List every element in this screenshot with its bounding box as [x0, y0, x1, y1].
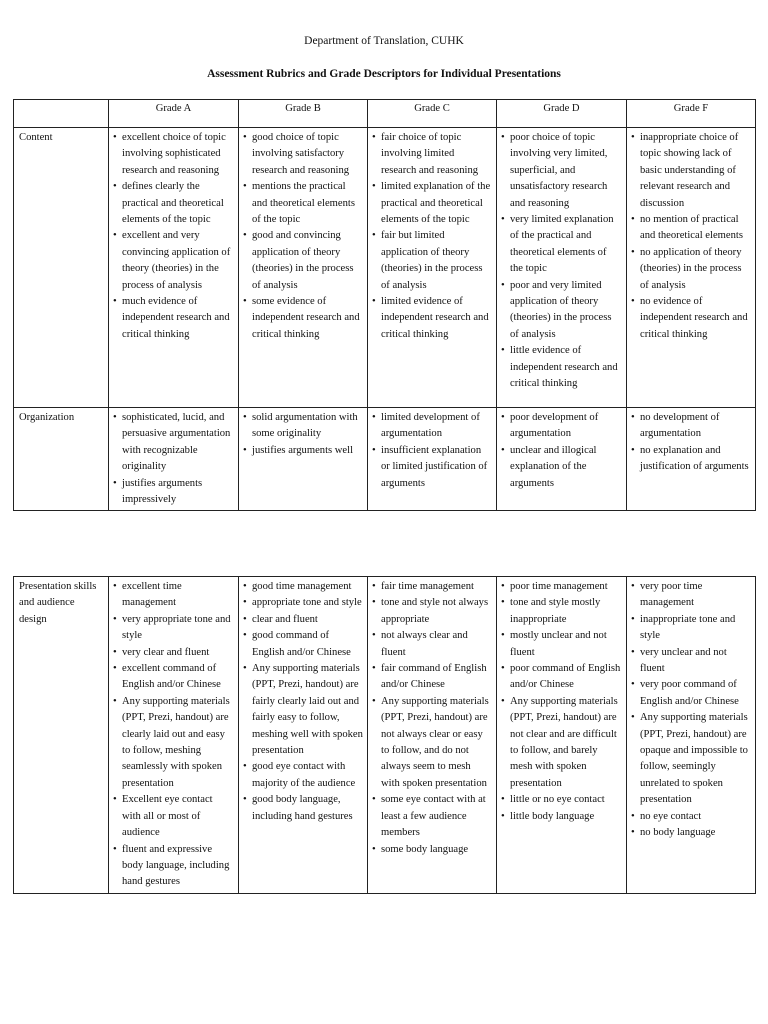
descriptor-item: • inappropriate tone and style — [631, 612, 751, 645]
descriptor-item: • good eye contact with majority of the audience — [243, 759, 363, 792]
grade-a-header: Grade A — [109, 100, 239, 128]
descriptor-item: • fair command of English and/or Chinese — [372, 661, 492, 694]
department-name: Department of Translation, CUHK — [304, 35, 464, 47]
descriptor-list — [243, 579, 363, 825]
grade-b-descriptor-cell — [239, 128, 368, 408]
descriptor-item: • insufficient explanation or limited justification of arguments — [372, 443, 492, 492]
descriptor-item: • limited explanation of the practical and theoretical elements of the topic — [372, 179, 492, 228]
grade-d-descriptor-cell — [497, 128, 627, 408]
rubric-table-part-2 — [13, 576, 756, 894]
descriptor-item: • much evidence of independent research and critical thinking — [113, 294, 234, 343]
grade-d-descriptor-cell — [497, 577, 627, 894]
descriptor-item: • little evidence of independent research and critical thinking — [501, 343, 622, 392]
grade-c-descriptor-cell — [368, 128, 497, 408]
grade-f-descriptor-cell — [627, 408, 756, 511]
descriptor-list — [113, 130, 234, 343]
descriptor-item: • poor time management — [501, 579, 622, 595]
descriptor-item: • poor and very limited application of theory (theories) in the process of analysis — [501, 278, 622, 344]
descriptor-item: • mentions the practical and theoretical elements of the topic — [243, 179, 363, 228]
descriptor-list — [243, 130, 363, 343]
descriptor-item: • Any supporting materials (PPT, Prezi, handout) are clearly laid out and easy to follow, meshing seamlessly with spoken presentation — [113, 694, 234, 792]
descriptor-item: • Any supporting materials (PPT, Prezi, handout) are not always clear or easy to follow, and do not always seem to mesh with spoken presentation — [372, 694, 492, 792]
descriptor-item: • good body language, including hand gestures — [243, 792, 363, 825]
descriptor-item: • fair but limited application of theory (theories) in the process of analysis — [372, 228, 492, 294]
descriptor-item: • excellent command of English and/or Chinese — [113, 661, 234, 694]
descriptor-item: • excellent time management — [113, 579, 234, 612]
descriptor-list — [501, 130, 622, 393]
descriptor-list — [372, 130, 492, 343]
descriptor-item: • no mention of practical and theoretical elements — [631, 212, 751, 245]
descriptor-item: • poor development of argumentation — [501, 410, 622, 443]
descriptor-item: • very clear and fluent — [113, 645, 234, 661]
descriptor-item: • no evidence of independent research and critical thinking — [631, 294, 751, 343]
descriptor-item: • fair choice of topic involving limited research and reasoning — [372, 130, 492, 179]
grade-f-descriptor-cell — [627, 577, 756, 894]
descriptor-item: • poor command of English and/or Chinese — [501, 661, 622, 694]
grade-a-descriptor-cell — [109, 577, 239, 894]
descriptor-item: • justifies arguments impressively — [113, 476, 234, 509]
descriptor-list — [501, 579, 622, 825]
descriptor-list — [113, 579, 234, 891]
grade-a-descriptor-cell — [109, 128, 239, 408]
grade-f-header: Grade F — [627, 100, 756, 128]
grade-header-row — [14, 100, 756, 128]
grade-f-descriptor-cell — [627, 128, 756, 408]
descriptor-item: • Any supporting materials (PPT, Prezi, handout) are fairly clearly laid out and fairly easy to follow, meshing well with spoken presentation — [243, 661, 363, 759]
descriptor-list — [631, 410, 751, 476]
descriptor-item: • solid argumentation with some originality — [243, 410, 363, 443]
descriptor-item: • no explanation and justification of arguments — [631, 443, 751, 476]
descriptor-item: • limited evidence of independent research and critical thinking — [372, 294, 492, 343]
descriptor-item: • some evidence of independent research and critical thinking — [243, 294, 363, 343]
descriptor-item: • very appropriate tone and style — [113, 612, 234, 645]
descriptor-item: • excellent and very convincing application of theory (theories) in the process of analysis — [113, 228, 234, 294]
grade-c-descriptor-cell — [368, 577, 497, 894]
descriptor-item: • very poor time management — [631, 579, 751, 612]
grade-b-descriptor-cell — [239, 408, 368, 511]
descriptor-item: • tone and style not always appropriate — [372, 595, 492, 628]
descriptor-item: • no eye contact — [631, 809, 751, 825]
descriptor-item: • tone and style mostly inappropriate — [501, 595, 622, 628]
descriptor-item: • very poor command of English and/or Chinese — [631, 677, 751, 710]
criterion-label: Content — [14, 128, 109, 408]
descriptor-list — [113, 410, 234, 508]
descriptor-item: • sophisticated, lucid, and persuasive argumentation with recognizable originality — [113, 410, 234, 476]
descriptor-item: • no application of theory (theories) in the process of analysis — [631, 245, 751, 294]
descriptor-list — [631, 130, 751, 343]
descriptor-item: • Any supporting materials (PPT, Prezi, handout) are not clear and are difficult to follow, and barely mesh with spoken presentation — [501, 694, 622, 792]
grade-b-descriptor-cell — [239, 577, 368, 894]
document-title: Assessment Rubrics and Grade Descriptors for Individual Presentations — [207, 68, 561, 80]
descriptor-item: • no development of argumentation — [631, 410, 751, 443]
descriptor-item: • unclear and illogical explanation of the arguments — [501, 443, 622, 492]
descriptor-list — [243, 410, 363, 459]
descriptor-list — [372, 579, 492, 858]
descriptor-item: • little body language — [501, 809, 622, 825]
descriptor-item: • mostly unclear and not fluent — [501, 628, 622, 661]
descriptor-item: • Any supporting materials (PPT, Prezi, handout) are opaque and impossible to follow, seemingly unrelated to spoken presentation — [631, 710, 751, 808]
descriptor-item: • very unclear and not fluent — [631, 645, 751, 678]
descriptor-list — [501, 410, 622, 492]
grade-c-descriptor-cell — [368, 408, 497, 511]
grade-c-header: Grade C — [368, 100, 497, 128]
descriptor-item: • fluent and expressive body language, including hand gestures — [113, 842, 234, 891]
grade-b-header: Grade B — [239, 100, 368, 128]
descriptor-item: • good time management — [243, 579, 363, 595]
descriptor-item: • good and convincing application of theory (theories) in the process of analysis — [243, 228, 363, 294]
descriptor-item: • excellent choice of topic involving sophisticated research and reasoning — [113, 130, 234, 179]
descriptor-list — [631, 579, 751, 842]
grade-d-descriptor-cell — [497, 408, 627, 511]
descriptor-item: • appropriate tone and style — [243, 595, 363, 611]
descriptor-item: • good command of English and/or Chinese — [243, 628, 363, 661]
organization-row — [14, 408, 756, 511]
descriptor-item: • no body language — [631, 825, 751, 841]
descriptor-item: • some eye contact with at least a few audience members — [372, 792, 492, 841]
descriptor-item: • good choice of topic involving satisfactory research and reasoning — [243, 130, 363, 179]
descriptor-item: • not always clear and fluent — [372, 628, 492, 661]
descriptor-item: • Excellent eye contact with all or most of audience — [113, 792, 234, 841]
grade-a-descriptor-cell — [109, 408, 239, 511]
grade-d-header: Grade D — [497, 100, 627, 128]
descriptor-item: • defines clearly the practical and theoretical elements of the topic — [113, 179, 234, 228]
criterion-label: Presentation skills and audience design — [14, 577, 109, 894]
descriptor-item: • very limited explanation of the practical and theoretical elements of the topic — [501, 212, 622, 278]
descriptor-item: • justifies arguments well — [243, 443, 363, 459]
descriptor-list — [372, 410, 492, 492]
descriptor-item: • clear and fluent — [243, 612, 363, 628]
criterion-label: Organization — [14, 408, 109, 511]
content-row — [14, 128, 756, 408]
descriptor-item: • fair time management — [372, 579, 492, 595]
descriptor-item: • limited development of argumentation — [372, 410, 492, 443]
descriptor-item: • inappropriate choice of topic showing lack of basic understanding of relevant research and discussion — [631, 130, 751, 212]
descriptor-item: • some body language — [372, 842, 492, 858]
presentation-skills-row — [14, 577, 756, 894]
corner-cell — [14, 100, 109, 128]
rubric-table-part-1 — [13, 99, 756, 511]
descriptor-item: • poor choice of topic involving very limited, superficial, and unsatisfactory research and reasoning — [501, 130, 622, 212]
descriptor-item: • little or no eye contact — [501, 792, 622, 808]
